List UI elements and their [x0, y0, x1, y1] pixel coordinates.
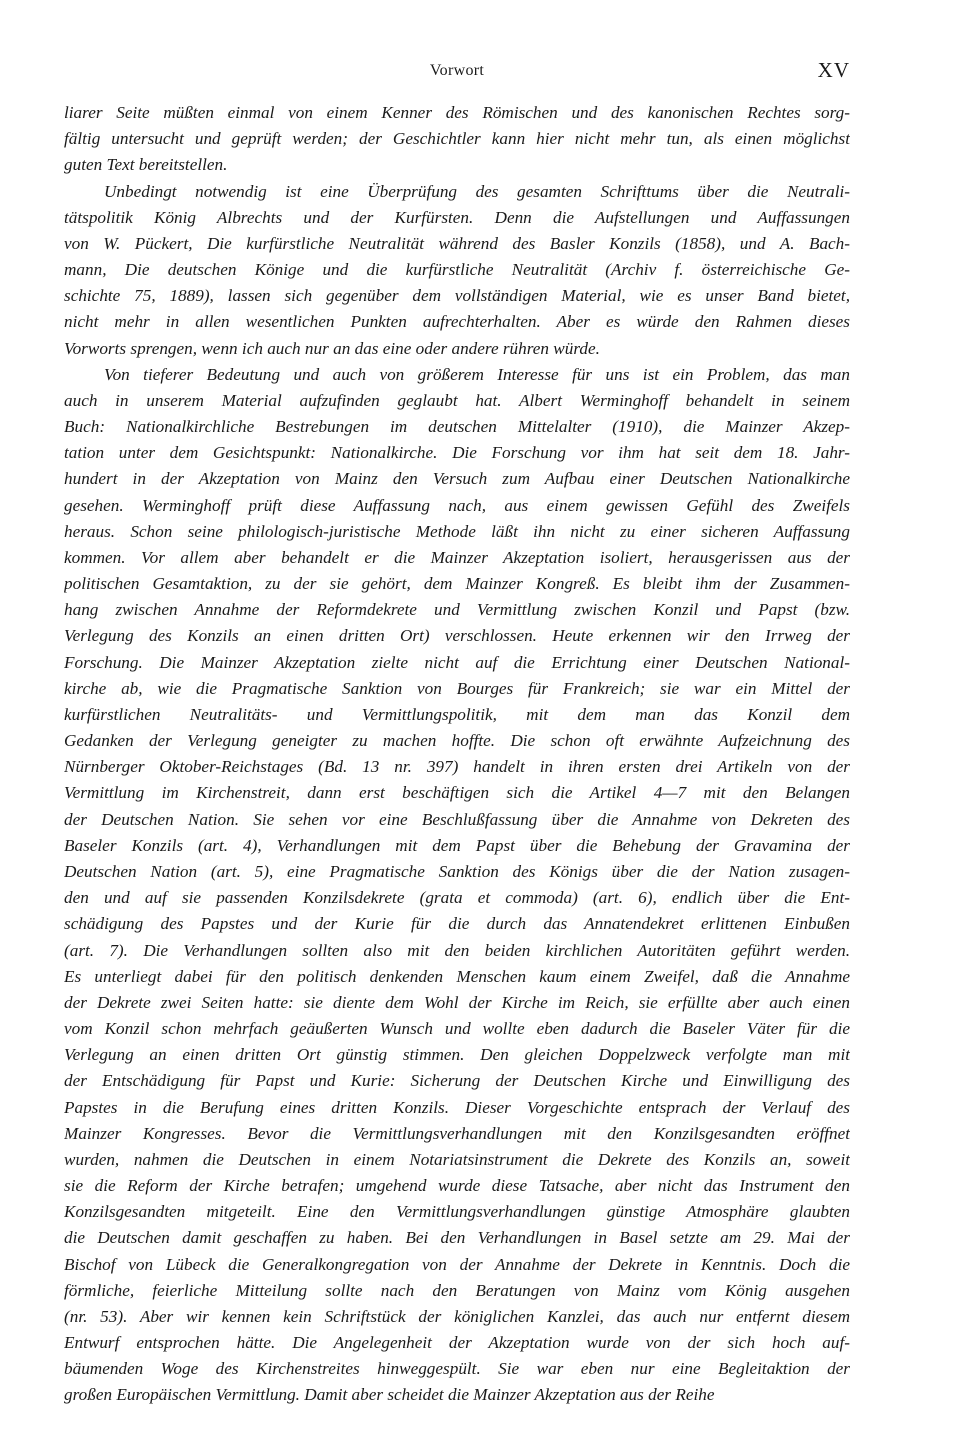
- text-line: die Deutschen damit geschaffen zu haben. Bei den Verhandlungen in Basel setzte am 29. Mai der: [64, 1228, 850, 1248]
- text-line: gesehen. Werminghoff prüft diese Auffassung nach, aus einem gewissen Gefühl des Zweifels: [64, 495, 850, 515]
- paragraph: [64, 100, 850, 179]
- text-line: der Entschädigung für Papst und Kurie: Sicherung der Deutschen Kirche und Einwilligung des: [64, 1071, 850, 1091]
- text-line: sie die Reform der Kirche betrafen; umgehend wurde diese Tatsache, aber nicht das Instrument den: [64, 1176, 850, 1196]
- text-line: politischen Gesamtaktion, zu der sie gehört, dem Mainzer Kongreß. Es bleibt ihm der Zusammen-: [64, 574, 850, 594]
- text-line: nicht mehr in allen wesentlichen Punkten aufrechterhalten. Aber es würde den Rahmen dieses: [64, 312, 850, 332]
- text-line: Von tieferer Bedeutung und auch von größerem Interesse für uns ist ein Problem, das man: [104, 364, 850, 384]
- text-line: liarer Seite müßten einmal von einem Kenner des Römischen und des kanonischen Rechtes sorg-: [64, 103, 850, 122]
- text-line: bäumenden Woge des Kirchenstreites hinweggespült. Sie war eben nur eine Begleitaktion der: [64, 1359, 850, 1379]
- text-line: Baseler Konzils (art. 4), Verhandlungen mit dem Papst über die Behebung der Gravamina der: [64, 835, 850, 855]
- text-line: schichte 75, 1889), lassen sich gegenüber dem vollständigen Material, wie es unser Band bietet,: [64, 286, 850, 306]
- text-line: der Dekrete zwei Seiten hatte: sie diente dem Wohl der Kirche im Reich, sie erfüllte aber auch einen: [64, 992, 850, 1012]
- text-line: kirche ab, wie die Pragmatische Sanktion von Bourges für Frankreich; sie war ein Mittel der: [64, 678, 850, 698]
- text-line: Forschung. Die Mainzer Akzeptation zielte nicht auf die Errichtung einer Deutschen National-: [64, 652, 850, 672]
- body-text: [64, 100, 850, 1409]
- text-line: hundert in der Akzeptation von Mainz den Versuch zum Aufbau einer Deutschen Nationalkirche: [64, 469, 850, 489]
- text-line: kommen. Vor allem aber behandelt er die Mainzer Akzeptation isoliert, herausgerissen aus der: [64, 547, 850, 567]
- paragraph: [64, 179, 850, 362]
- text-line: Buch: Nationalkirchliche Bestrebungen im deutschen Mittelalter (1910), die Mainzer Akzep-: [64, 417, 850, 437]
- text-line: Gedanken der Verlegung geneigter zu machen hoffte. Die schon oft erwähnte Aufzeichnung des: [64, 731, 850, 751]
- text-line: Unbedingt notwendig ist eine Überprüfung des gesamten Schrifttums über die Neutrali-: [104, 181, 850, 201]
- text-line: tätspolitik König Albrechts und der Kurfürsten. Denn die Aufstellungen und Auffassungen: [64, 207, 850, 227]
- text-line: kurfürstlichen Neutralitäts- und Vermittlungspolitik, mit dem man das Konzil dem: [64, 704, 850, 724]
- text-line: von W. Pückert, Die kurfürstliche Neutralität während des Basler Konzils (1858), und A. Bach-: [64, 233, 850, 253]
- page-number: XV: [817, 58, 850, 82]
- text-line: Entwurf entsprochen hätte. Die Angelegenheit der Akzeptation wurde von der sich hoch auf-: [64, 1333, 850, 1353]
- text-line: guten Text bereitstellen.: [64, 155, 228, 175]
- text-line: Es unterliegt dabei für den politisch denkenden Menschen kaum einem Zweifel, daß die Annahme: [64, 966, 850, 986]
- text-line: heraus. Schon seine philologisch-juristische Methode läßt ihn nicht zu einer sicheren Auffassung: [64, 521, 850, 541]
- text-line: den und auf sie passenden Konzilsdekrete (grata et commoda) (art. 6), endlich über die Ent-: [64, 888, 850, 908]
- text-line: vom Konzil schon mehrfach geäußerten Wunsch und wollte eben dadurch die Baseler Väter für die: [64, 1019, 850, 1039]
- text-line: Nürnberger Oktober-Reichstages (Bd. 13 nr. 397) handelt in ihren ersten drei Artikeln von der: [64, 757, 850, 777]
- text-line: (nr. 53). Aber wir kennen kein Schriftstück der königlichen Kanzlei, das auch nur entfernt diesem: [64, 1306, 850, 1326]
- text-line: wurden, nahmen die Deutschen in einem Notariatsinstrument die Dekrete des Konzils an, soweit: [64, 1149, 850, 1169]
- text-line: schädigung des Papstes und der Kurie für die durch das Annatendekret erlittenen Einbußen: [64, 914, 850, 934]
- text-line: Konzilsgesandten mitgeteilt. Eine den Vermittlungsverhandlungen günstige Atmosphäre glaubten: [64, 1202, 850, 1222]
- text-line: großen Europäischen Vermittlung. Damit aber scheidet die Mainzer Akzeptation aus der Reihe: [64, 1385, 715, 1405]
- text-line: Bischof von Lübeck die Generalkongregation von der Annahme der Dekrete in Kenntnis. Doch die: [64, 1254, 850, 1274]
- text-line: fältig untersucht und geprüft werden; der Geschichtler kann hier nicht mehr tun, als einen möglichst: [64, 129, 850, 149]
- text-line: mann, Die deutschen Könige und die kurfürstliche Neutralität (Archiv f. österreichische Ge-: [64, 260, 850, 280]
- text-line: Mainzer Kongresses. Bevor die Vermittlungsverhandlungen mit den Konzilsgesandten eröffnet: [64, 1123, 850, 1143]
- text-line: Deutschen Nation (art. 5), eine Pragmatische Sanktion des Königs über die der Nation zusagen-: [64, 861, 850, 881]
- text-line: Verlegung an einen dritten Ort günstig stimmen. Den gleichen Doppelzweck verfolgte man mit: [64, 1045, 850, 1065]
- page-header: [64, 58, 850, 84]
- paragraph: [64, 362, 850, 1409]
- text-line: Vermittlung im Kirchenstreit, dann erst beschäftigen sich die Artikel 4—7 mit den Belangen: [64, 783, 850, 803]
- text-line: Vorworts sprengen, wenn ich auch nur an das eine oder andere rühren würde.: [64, 338, 600, 358]
- text-line: der Deutschen Nation. Sie sehen vor eine Beschlußfassung über die Annahme von Dekreten des: [64, 809, 850, 829]
- text-line: tation unter dem Gesichtspunkt: Nationalkirche. Die Forschung vor ihm hat seit dem 18. Jahr-: [64, 443, 850, 463]
- text-line: (art. 7). Die Verhandlungen sollten also mit den beiden kirchlichen Autoritäten geführt werden.: [64, 940, 850, 960]
- text-line: auch in unserem Material aufzufinden geglaubt hat. Albert Werminghoff behandelt in seinem: [64, 390, 850, 410]
- text-line: Papstes in die Berufung eines dritten Konzils. Dieser Vorgeschichte entsprach der Verlauf des: [64, 1097, 850, 1117]
- text-line: Verlegung des Konzils an einen dritten Ort) verschlossen. Heute erkennen wir den Irrweg der: [64, 626, 850, 646]
- text-line: förmliche, feierliche Mitteilung sollte nach den Beratungen von Mainz vom König ausgehen: [64, 1280, 850, 1300]
- running-title: Vorwort: [429, 62, 485, 79]
- text-line: hang zwischen Annahme der Reformdekrete und Vermittlung zwischen Konzil und Papst (bzw.: [64, 600, 850, 620]
